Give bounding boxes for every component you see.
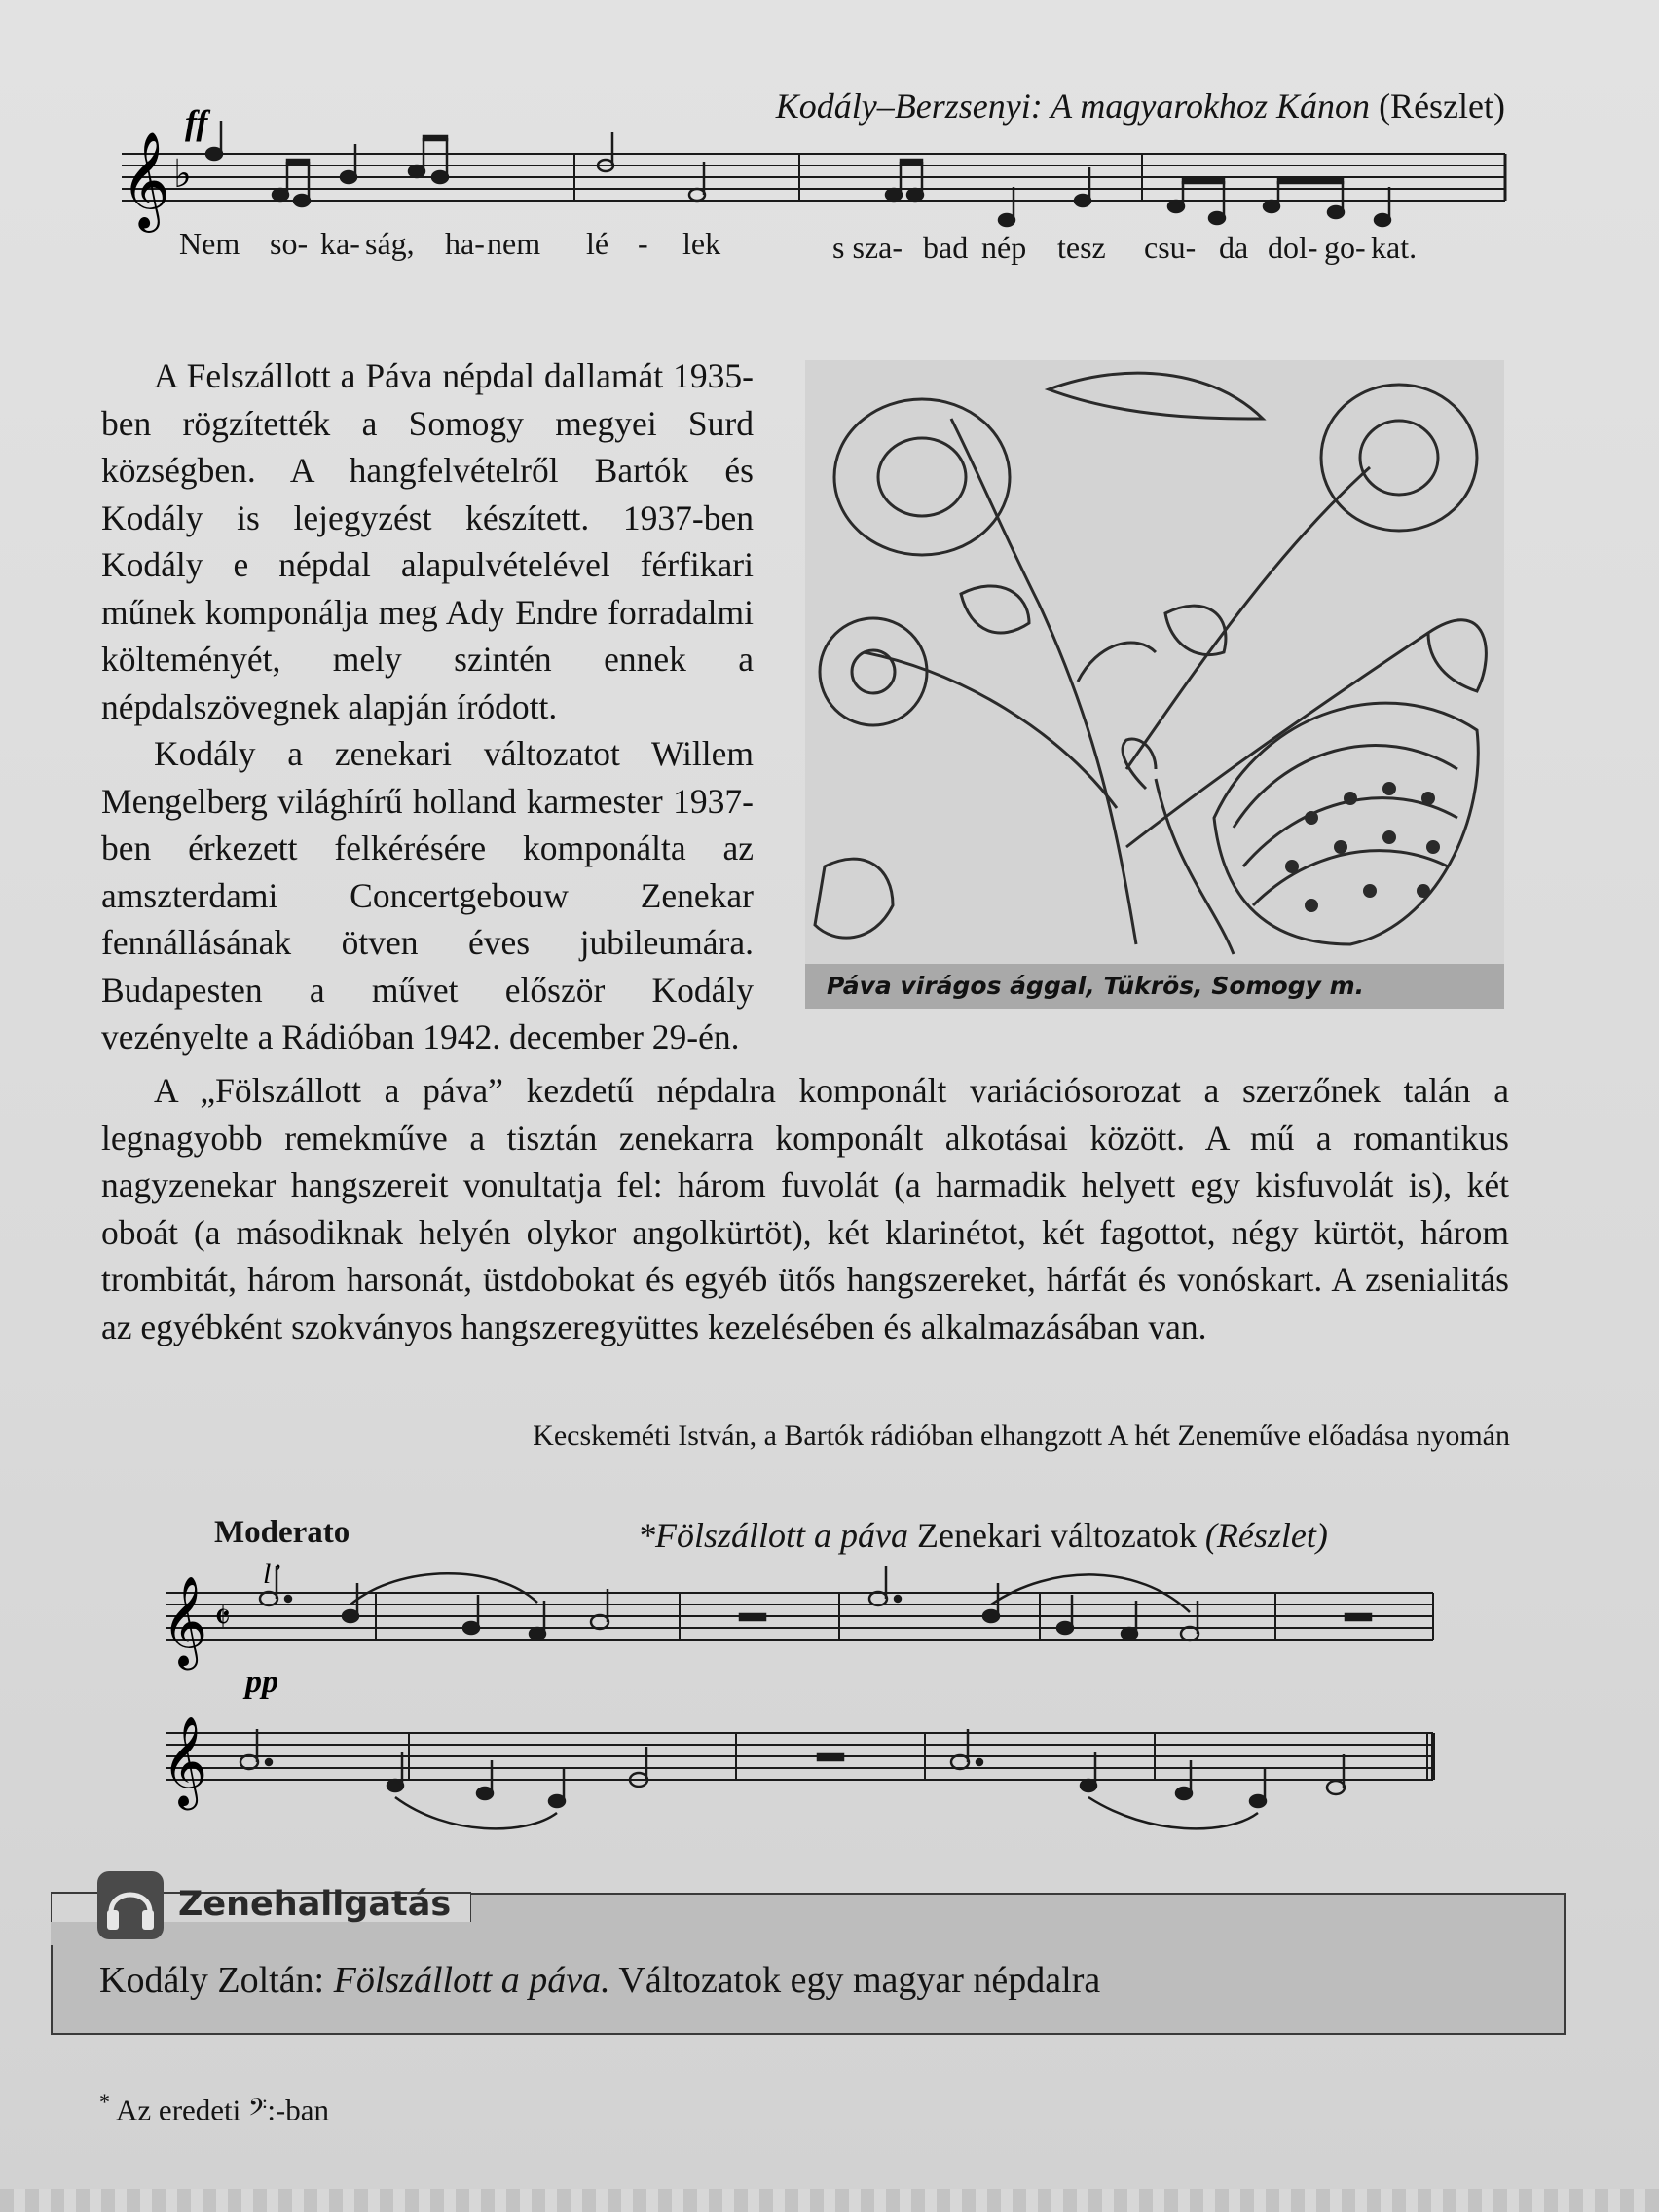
- lyric: -: [638, 226, 648, 261]
- lyric: da: [1219, 230, 1249, 265]
- score1-detail: (Részlet): [1379, 87, 1505, 126]
- score2-work: Fölszállott a páva: [655, 1516, 908, 1555]
- text-full-width: [101, 1067, 1509, 1350]
- footnote-marker: *: [99, 2089, 110, 2114]
- paragraph-2: Kodály a zenekari változatot Willem Mengelberg világhírű holland karmester 1937-ben érkezett felkérésére komponálta az amszterdami Concertgebouw Zenekar fennállásának ötven éves jubileumára. Budapesten a művet először Kodály vezényelte a Rádióban 1942. december 29-én.: [101, 734, 754, 1056]
- listening-heading: Zenehallgatás: [178, 1885, 452, 1924]
- footnote: [99, 2089, 329, 2127]
- score2-staff-upper: [156, 1554, 1441, 1700]
- lyric: nem: [487, 226, 541, 261]
- score1-work: A magyarokhoz Kánon: [1051, 87, 1371, 126]
- lyric: go-: [1324, 230, 1366, 265]
- lyric: ha-: [445, 226, 485, 261]
- listening-subtitle: Változatok egy magyar népdalra: [609, 1960, 1101, 2001]
- lyric: so-: [270, 226, 309, 261]
- lyric: lek: [682, 226, 721, 261]
- score2-title: [638, 1515, 1328, 1556]
- lyric: bad: [923, 230, 969, 265]
- score2-staff-lower: [156, 1700, 1441, 1846]
- lyric: nép: [981, 230, 1027, 265]
- lyric: ság,: [365, 226, 415, 261]
- paragraph-3: A „Fölszállott a páva” kezdetű népdalra komponált variációsorozat a szerzőnek talán a legnagyobb remekműve a tisztán zenekarra komponált alkotásai között. A mű a romantikus nagyzenekar hangszereit vonultatja fel: három fuvolát (a harmadik helyett egy kisfuvolát is), két oboát (a másodiknak helyén olykor angolkürtöt), két klarinétot, két fagottot, négy kürtöt, három trombitát, három harsonát, üstdobokat és egyéb ütős hangszereket, hárfát és vonóskart. A zsenialitás az egyébként szokványos hangszeregyüttes kezelésében és alkalmazásában van.: [101, 1071, 1509, 1346]
- score2-title-rest: Zenekari változatok: [908, 1516, 1205, 1555]
- lyric: lé: [586, 226, 609, 261]
- footnote-suffix: :-ban: [267, 2092, 330, 2127]
- bottom-border-ornament: [0, 2189, 1659, 2212]
- footnote-text: Az eredeti: [110, 2092, 249, 2127]
- score2-dynamic: pp: [245, 1664, 278, 1700]
- image-caption: Páva virágos ággal, Tükrös, Somogy m.: [805, 964, 1504, 1009]
- treble-clef-icon: 𝄞: [121, 131, 170, 229]
- listening-title: Fölszállott a páva.: [333, 1960, 610, 2001]
- treble-clef-icon: 𝄞: [162, 1715, 208, 1806]
- text-column: [101, 352, 754, 1061]
- listening-composer: Kodály Zoltán:: [99, 1960, 334, 2001]
- listening-work: [99, 1959, 1100, 2002]
- score1-composer: Kodály–Berzsenyi:: [775, 87, 1043, 126]
- bass-clef-icon: 𝄢: [248, 2093, 268, 2128]
- lyric: csu-: [1144, 230, 1197, 265]
- lyric: Nem: [179, 226, 240, 261]
- cut-time-icon: 𝄵: [214, 1596, 231, 1639]
- score2-asterisk: *: [638, 1516, 655, 1555]
- lyric: ka-: [320, 226, 360, 261]
- lyric: tesz: [1057, 230, 1106, 265]
- tempo-marking: Moderato: [214, 1515, 350, 1550]
- lyric: s sza-: [832, 230, 903, 265]
- score2-detail: (Részlet): [1204, 1516, 1328, 1555]
- articulation-mark: l’: [263, 1558, 281, 1590]
- headphones-icon: [97, 1871, 164, 1939]
- peacock-illustration: [805, 360, 1504, 1009]
- paragraph-1: A Felszállott a Páva népdal dallamát 1935-ben rögzítették a Somogy megyei Surd községben. A hangfelvételről Bartók és Kodály is lejegyzést készített. 1937-ben Kodály e népdal alapulvételével férfikari műnek komponálja meg Ady Endre forradalmi költeményét, mely szintén ennek a népdalszövegnek alapján íródott.: [101, 356, 754, 726]
- attribution: Kecskeméti István, a Bartók rádióban elhangzott A hét Zeneműve előadása nyomán: [533, 1419, 1510, 1452]
- lyric: kat.: [1371, 230, 1418, 265]
- peacock-drawing-icon: [805, 360, 1504, 964]
- lyric: dol-: [1268, 230, 1318, 265]
- svg-text:♭: ♭: [173, 152, 192, 197]
- treble-clef-icon: 𝄞: [162, 1575, 208, 1666]
- score1-dynamic: ff: [185, 105, 208, 142]
